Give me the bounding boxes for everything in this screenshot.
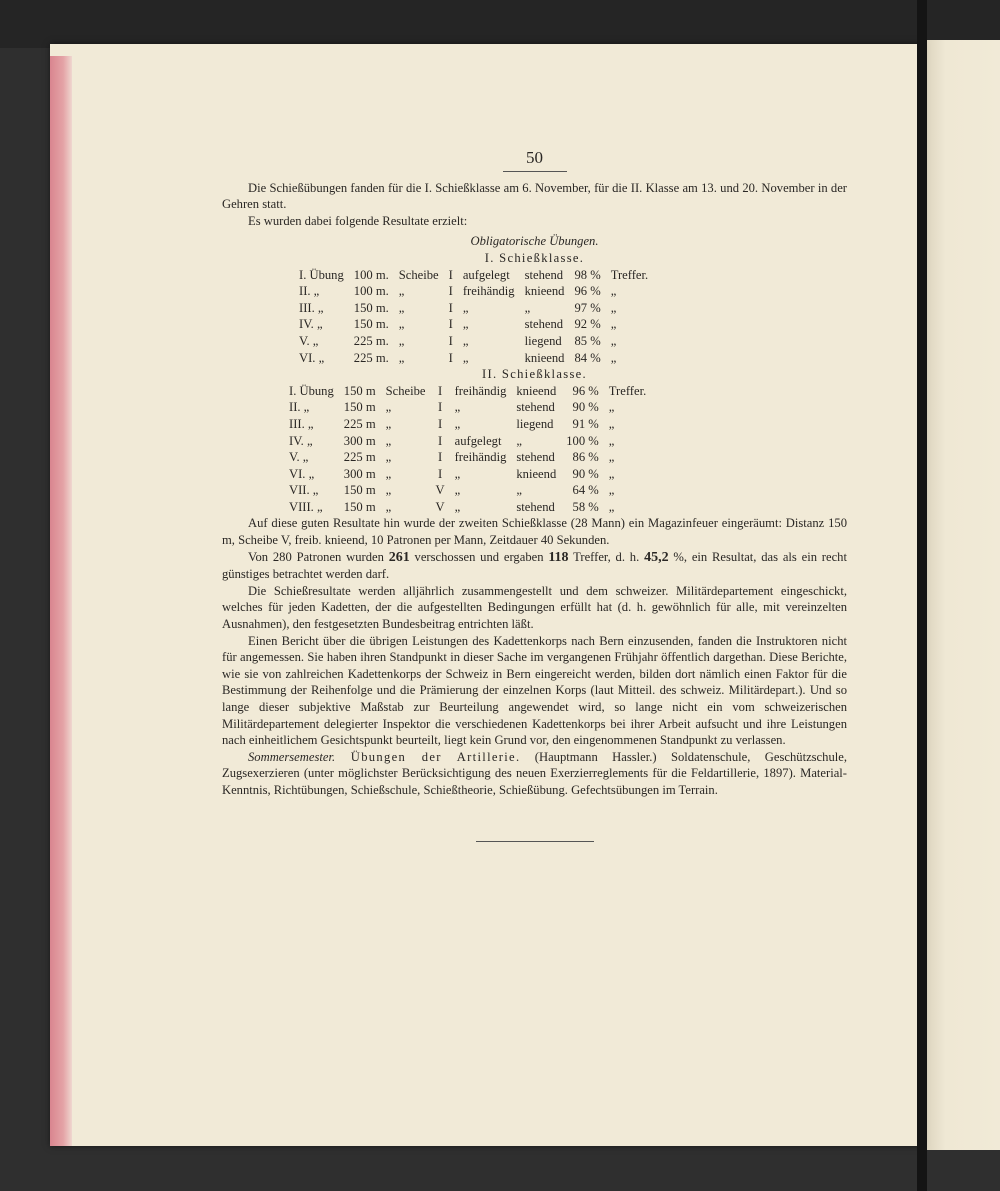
table-cell: „ <box>608 466 615 481</box>
page-number-rule <box>503 171 567 172</box>
table-cell: 90 % <box>572 400 599 415</box>
table-cell: „ <box>516 483 522 498</box>
table-cell: I <box>437 383 443 398</box>
table-cell: 97 % <box>574 300 601 315</box>
table-cell: 84 % <box>574 350 601 365</box>
table-row <box>284 466 651 483</box>
table-cell: „ <box>610 333 617 348</box>
table-cell: 150 m <box>343 483 376 498</box>
table-cell: I <box>448 284 453 299</box>
table-cell: 96 % <box>572 383 599 398</box>
table-cell: „ <box>610 350 617 365</box>
table-cell: Scheibe <box>398 267 439 282</box>
table-row <box>284 449 651 466</box>
table-cell: „ <box>524 300 531 315</box>
table-cell: II. „ <box>289 400 310 415</box>
table-cell: 100 m. <box>353 267 389 282</box>
table-cell: VII. „ <box>289 483 319 498</box>
table-cell: „ <box>454 466 461 481</box>
class1-table <box>294 267 653 367</box>
table-cell: V <box>435 499 445 514</box>
text-span: (Hauptmann Hassler.) Soldatenschule, Geschützschule, Zugsexerzieren (unter möglichster Berücksichtigung des neuen Exerzierreglements für die Feldartillerie, 1897). Material-Kenntnis, Richtübungen, Schießschule, Schießtheorie, Schießübung. Gefechtsübungen im Terrain. <box>222 749 847 797</box>
table-cell: freihändig <box>454 383 507 398</box>
table-cell: I <box>448 300 453 315</box>
table-cell: 100 m. <box>353 284 389 299</box>
table-row <box>294 316 653 333</box>
table-cell: 225 m <box>343 416 376 431</box>
cartridge-paragraph <box>222 549 847 583</box>
table-cell: III. „ <box>299 300 324 315</box>
table-row <box>294 350 653 367</box>
table-cell: „ <box>462 317 469 332</box>
table-row <box>294 267 653 284</box>
table-row <box>294 283 653 300</box>
magazine-paragraph: Auf diese guten Resultate hin wurde der zweiten Schießklasse (28 Mann) ein Magazinfeuer eingeräumt: Distanz 150 m, Scheibe V, freib. knieend, 10 Patronen per Mann, Zeitdauer 40 Sekunden. <box>222 516 847 548</box>
table-cell: 300 m <box>343 433 376 448</box>
table-cell: 85 % <box>574 333 601 348</box>
table-cell: freihändig <box>454 450 507 465</box>
table-cell: I. Übung <box>289 383 334 398</box>
table-cell: „ <box>385 483 392 498</box>
table-cell: 150 m <box>343 499 376 514</box>
table-cell: 64 % <box>572 483 599 498</box>
class2-heading: II. Schießklasse. <box>482 367 587 382</box>
table-cell: stehend <box>516 400 555 415</box>
table-cell: stehend <box>524 267 564 282</box>
page-number: 50 <box>526 148 543 167</box>
table-cell: 98 % <box>574 267 601 282</box>
book-gutter <box>917 0 927 1191</box>
table-cell: liegend <box>524 333 562 348</box>
table-cell: knieend <box>516 466 557 481</box>
table-cell: I <box>437 466 443 481</box>
table-cell: VIII. „ <box>289 499 323 514</box>
table-cell: aufgelegt <box>454 433 502 448</box>
table-cell: „ <box>516 433 522 448</box>
hit-percentage: 45,2 <box>644 549 669 565</box>
table-cell: knieend <box>524 350 565 365</box>
table-cell: 150 m. <box>353 300 389 315</box>
table-cell: 225 m. <box>353 333 389 348</box>
table-cell: 100 % <box>566 433 599 448</box>
table-cell: „ <box>385 400 392 415</box>
page-edge <box>50 56 72 1146</box>
text-span: Treffer, d. h. <box>568 549 645 564</box>
text-span: %, ein Resultat, das als ein recht günstiges betrachtet werden darf. <box>222 549 847 582</box>
text-span: Von 280 Patronen wurden <box>248 549 389 564</box>
summer-paragraph <box>222 749 847 799</box>
table-cell: I <box>437 450 443 465</box>
table-cell: 91 % <box>572 416 599 431</box>
table-cell: I <box>437 400 443 415</box>
table-cell: freihändig <box>462 284 515 299</box>
intro-paragraph: Die Schießübungen fanden für die I. Schießklasse am 6. November, für die II. Klasse am 13. und 20. November in der Gehren statt. <box>222 180 847 212</box>
report-paragraph: Einen Bericht über die übrigen Leistungen des Kadettenkorps nach Bern einzusenden, fanden die Instruktoren nicht für angemessen. Sie haben ihren Standpunkt in dieser Sache im vergangenen Frühjahr öffentlich dargethan. Diese Berichte, wie sie von zahlreichen Kadettenkorps der Schweiz in Bern eingereicht werden, bilden dort nämlich einen Faktor für die Bestimmung der Reihenfolge und die Prämierung der einzelnen Korps (laut Mitteil. des schweiz. Militärdepart.). Und so lange dieser subjektive Maßstab zur Beurteilung angewendet wird, so lange nicht ein vom schweizerischen Militärdepartement delegierter Inspektor die verschiedenen Kadettenkorps bei ihrer Arbeit aufsucht und ihre Leistungen nach einheitlichem Gesichtspunkt beurteilt, liegt kein Grund vor, den eingenommenen Standpunkt zu verlassen. <box>222 633 847 748</box>
table-cell: 86 % <box>572 450 599 465</box>
table-row <box>294 300 653 317</box>
facing-page <box>922 40 1000 1150</box>
table-cell: „ <box>385 433 392 448</box>
table-cell: „ <box>608 416 615 431</box>
table-cell: „ <box>385 450 392 465</box>
table-cell: „ <box>462 333 469 348</box>
table-row <box>284 499 651 516</box>
table-cell: 150 m <box>343 400 376 415</box>
table-cell: „ <box>462 350 469 365</box>
table-cell: 150 m. <box>353 317 389 332</box>
table-cell: I <box>437 416 443 431</box>
table-cell: I <box>448 350 453 365</box>
section-title: Obligatorische Übungen. <box>470 234 599 249</box>
table-cell: VI. „ <box>299 350 325 365</box>
text-span: verschossen und ergaben <box>409 549 549 564</box>
table-cell: V. „ <box>289 450 309 465</box>
table-cell: „ <box>608 499 615 514</box>
table-row <box>294 333 653 350</box>
table-cell: I. Übung <box>299 267 344 282</box>
scan-background <box>0 0 1000 48</box>
table-cell: „ <box>398 284 405 299</box>
page-text <box>222 150 847 842</box>
table-cell: 96 % <box>574 284 601 299</box>
table-cell: 300 m <box>343 466 376 481</box>
table-cell: „ <box>610 284 617 299</box>
table-cell: „ <box>610 300 617 315</box>
table-cell: Treffer. <box>610 267 649 282</box>
table-cell: 92 % <box>574 317 601 332</box>
table-cell: I <box>448 317 453 332</box>
table-row <box>284 482 651 499</box>
table-row <box>284 399 651 416</box>
table-cell: II. „ <box>299 284 320 299</box>
table-cell: IV. „ <box>289 433 313 448</box>
table-cell: „ <box>454 416 461 431</box>
table-cell: „ <box>385 499 392 514</box>
table-cell: „ <box>608 483 615 498</box>
table-row <box>284 416 651 433</box>
table-cell: 225 m <box>343 450 376 465</box>
table-cell: „ <box>610 317 617 332</box>
table-cell: „ <box>398 350 405 365</box>
hits-count: 118 <box>548 549 569 565</box>
table-cell: aufgelegt <box>462 267 510 282</box>
end-rule <box>476 841 594 842</box>
table-cell: liegend <box>516 416 554 431</box>
table-cell: stehend <box>516 499 555 514</box>
table-cell: „ <box>454 499 461 514</box>
table-row <box>284 433 651 450</box>
artillery-heading: Übungen der Artillerie. <box>335 749 521 764</box>
table-cell: Scheibe <box>385 383 426 398</box>
class1-heading: I. Schießklasse. <box>484 250 585 265</box>
table-cell: 225 m. <box>353 350 389 365</box>
shots-count: 261 <box>388 549 410 565</box>
intro-paragraph-2: Es wurden dabei folgende Resultate erzielt: <box>248 213 468 228</box>
table-cell: 150 m <box>343 383 376 398</box>
table-cell: knieend <box>524 284 565 299</box>
results-paragraph: Die Schießresultate werden alljährlich zusammengestellt und dem schweizer. Militärdepartement eingeschickt, welches für jeden Kadetten, der die aufgestellten Bedingungen erfüllt hat (d. h. gewöhnlich für alle, mit vereinzelten Ausnahmen), den festgesetzten Bundesbeitrag entrichten läßt. <box>222 583 847 632</box>
table-cell: „ <box>398 300 405 315</box>
table-cell: VI. „ <box>289 466 315 481</box>
table-cell: „ <box>462 300 469 315</box>
table-cell: IV. „ <box>299 317 323 332</box>
table-cell: knieend <box>516 383 557 398</box>
table-cell: 58 % <box>572 499 599 514</box>
class2-table <box>284 383 651 516</box>
table-cell: 90 % <box>572 466 599 481</box>
table-row <box>284 383 651 400</box>
table-cell: I <box>437 433 443 448</box>
table-cell: „ <box>608 400 615 415</box>
table-cell: V <box>435 483 445 498</box>
table-cell: stehend <box>516 450 555 465</box>
table-cell: „ <box>608 433 615 448</box>
table-cell: V. „ <box>299 333 319 348</box>
table-cell: Treffer. <box>608 383 647 398</box>
table-cell: „ <box>385 466 392 481</box>
table-cell: „ <box>454 400 461 415</box>
table-cell: „ <box>398 333 405 348</box>
table-cell: I <box>448 267 453 282</box>
table-cell: „ <box>385 416 392 431</box>
table-cell: I <box>448 333 453 348</box>
summer-heading: Sommersemester. <box>248 749 336 764</box>
table-cell: „ <box>454 483 461 498</box>
table-cell: stehend <box>524 317 564 332</box>
table-cell: „ <box>608 450 615 465</box>
table-cell: „ <box>398 317 405 332</box>
table-cell: III. „ <box>289 416 314 431</box>
